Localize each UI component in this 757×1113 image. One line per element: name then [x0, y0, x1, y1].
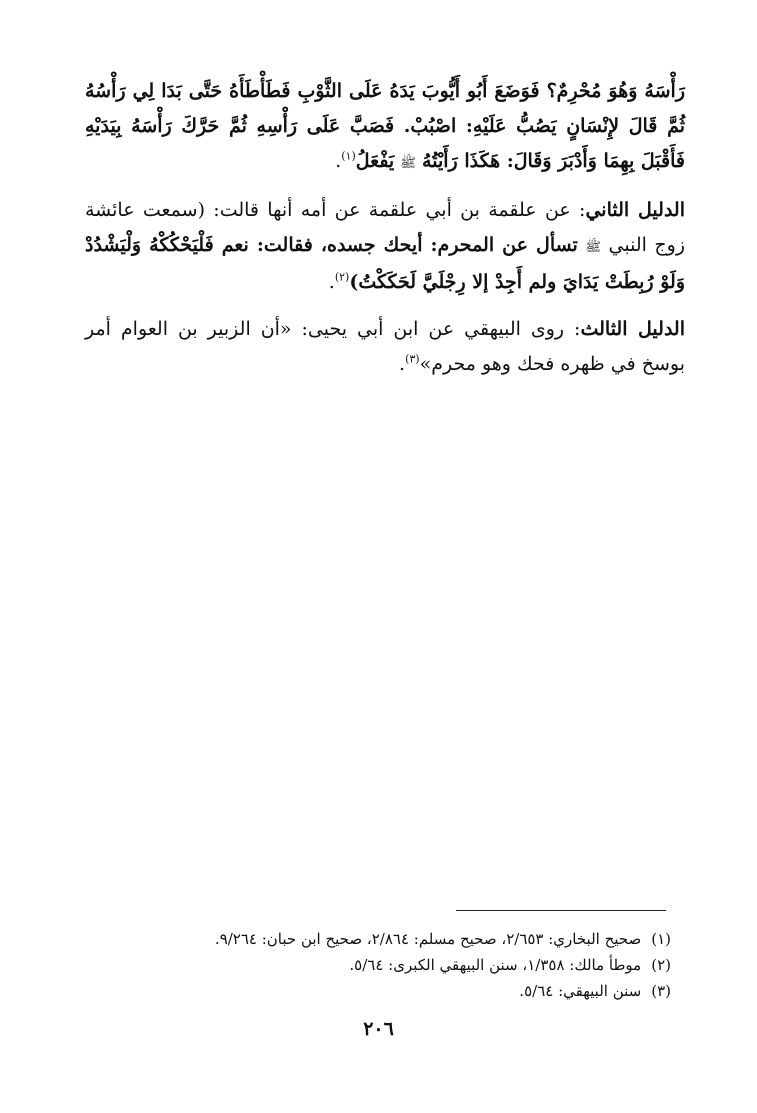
- hadith-text: تسأل عن المحرم: أيحك جسده، فقالت: نعم فَلْيَحْكُكْهُ وَلْيَشْدُدْ وَلَوْ رُبِطَتْ يَدَايَ ولم أَجِدْ إلا رِجْلَيَّ لَحَكَكْتُ): [85, 234, 685, 293]
- paragraph-hadith-abu-ayyub: [85, 74, 685, 181]
- footnote-ref: (٢): [334, 270, 350, 284]
- paragraph-third-evidence: [85, 312, 685, 382]
- footnotes: [71, 926, 671, 1004]
- evidence-heading: الدليل الثالث: [580, 318, 685, 340]
- footnote-divider: [456, 910, 666, 911]
- page-number: ٢٠٦: [363, 1018, 394, 1040]
- salutation-glyph: ﷺ: [585, 240, 602, 255]
- footnote-number: (١): [651, 930, 671, 948]
- hadith-text: يَفْعَلُ: [355, 150, 395, 172]
- paragraph-second-evidence: [85, 193, 685, 300]
- sentence-end: .: [335, 150, 342, 172]
- evidence-text: : روى البيهقي عن ابن أبي يحيى: «أن الزبير بن العوام أمر بوسخ في ظهره فحك وهو محرم»: [85, 318, 685, 375]
- footnote-text: صحيح البخاري: ٢/٦٥٣، صحيح مسلم: ٢/٨٦٤، صحيح ابن حبان: ٩/٢٦٤.: [214, 930, 642, 948]
- hadith-text: رَأْسَهُ وَهُوَ مُحْرِمٌ؟ فَوَضَعَ أَبُو أَيُّوبَ يَدَهُ عَلَى الثَّوْبِ فَطَأْطَأَهُ حَتَّى بَدَا لِي رَأْسُهُ ثُمَّ قَالَ لإِنْسَانٍ يَصُبُّ عَلَيْهِ: اصْبُبْ. فَصَبَّ عَلَى رَأْسِهِ ثُمَّ حَرَّكَ رَأْسَهُ بِيَدَيْهِ فَأَقْبَلَ بِهِمَا وَأَدْبَرَ وَقَالَ: هَكَذَا رَأَيْتُهُ: [85, 80, 685, 172]
- footnote-number: (٣): [651, 982, 671, 1000]
- footnote-3: [71, 978, 671, 1004]
- footnote-1: [71, 926, 671, 952]
- evidence-heading: الدليل الثاني: [585, 199, 685, 221]
- footnote-number: (٢): [651, 956, 671, 974]
- sentence-end: .: [399, 353, 406, 375]
- sentence-end: .: [328, 271, 335, 293]
- footnote-2: [71, 952, 671, 978]
- footnote-ref: (٣): [405, 352, 420, 366]
- salutation-glyph: ﷺ: [400, 156, 416, 171]
- footnote-text: سنن البيهقي: ٥/٦٤.: [519, 982, 642, 1000]
- footnote-ref: (١): [341, 149, 356, 163]
- footnote-text: موطأ مالك: ١/٣٥٨، سنن البيهقي الكبرى: ٥/٦٤.: [349, 956, 642, 974]
- evidence-text: : عن علقمة بن أبي علقمة عن أمه أنها قالت: (سمعت عائشة زوج النبي: [85, 199, 686, 256]
- main-text: [85, 74, 685, 394]
